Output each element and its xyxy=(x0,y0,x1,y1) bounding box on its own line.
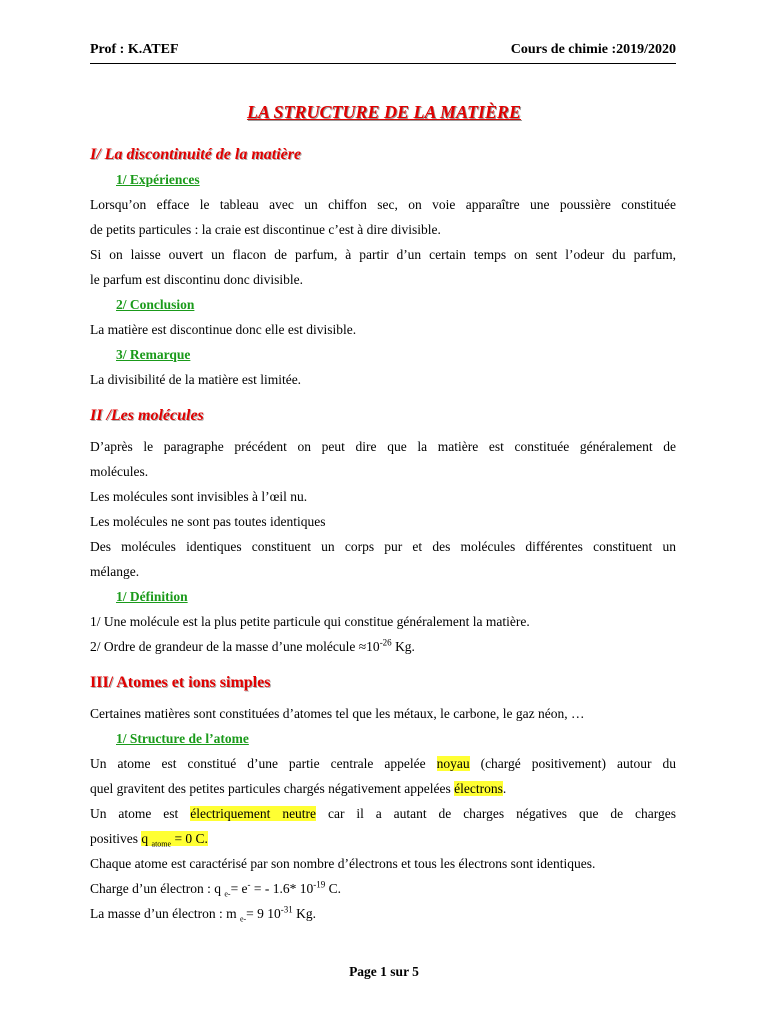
paragraph-line: molécules. xyxy=(90,464,149,479)
subsection-remarque: 3/ Remarque xyxy=(116,347,191,362)
paragraph-line: Certaines matières sont constituées d’atomes tel que les métaux, le carbone, le gaz néon, … xyxy=(90,706,585,721)
paragraph-line: Les molécules ne sont pas toutes identiques xyxy=(90,514,326,529)
section-3-heading: III/ Atomes et ions simples xyxy=(90,674,271,691)
paragraph-line: La divisibilité de la matière est limitée. xyxy=(90,372,302,387)
header-course: Cours de chimie :2019/2020 xyxy=(510,42,676,57)
header-prof: Prof : K.ATEF xyxy=(90,42,179,57)
paragraph-line: Des molécules identiques constituent un corps pur et des molécules différentes constituent un xyxy=(90,539,676,554)
highlight-noyau: noyau xyxy=(436,756,470,771)
page-title: LA STRUCTURE DE LA MATIÈRE xyxy=(246,102,522,122)
page-footer: Page 1 sur 5 xyxy=(349,964,419,979)
paragraph-line: La masse d’un électron : m $_{e-}$= 9 $10^{-31}$ Kg. xyxy=(90,904,317,924)
paragraph-line: La matière est discontinue donc elle est divisible. xyxy=(90,322,357,337)
subsection-conclusion: 2/ Conclusion xyxy=(116,297,195,312)
subsection-structure-atome: 1/ Structure de l’atome xyxy=(116,731,249,746)
section-1-heading: I/ La discontinuité de la matière xyxy=(90,146,302,163)
paragraph-line: Un atome est constitué d’une partie centrale appelée noyau (chargé positivement) autour du xyxy=(90,756,677,771)
paragraph-line: Charge d’un électron : q $_{e-}$= e- = - 1.6* $10^{-19}$ C. xyxy=(90,879,342,899)
highlight-q-atome: q $_{atome}$ = 0 C. xyxy=(141,831,208,849)
paragraph-line: 1/ Une molécule est la plus petite particule qui constitue généralement la matière. xyxy=(90,614,530,629)
document-body xyxy=(90,137,676,926)
paragraph-line: mélange. xyxy=(90,564,140,579)
subsection-experiences: 1/ Expériences xyxy=(116,172,200,187)
paragraph-line: 2/ Ordre de grandeur de la masse d’une molécule $\approx 10^{-26}$ Kg. xyxy=(90,637,415,654)
subsection-definition: 1/ Définition xyxy=(116,589,188,604)
page-header xyxy=(90,42,676,64)
paragraph-line: Chaque atome est caractérisé par son nombre d’électrons et tous les électrons sont identiques. xyxy=(90,856,596,871)
paragraph-line: Les molécules sont invisibles à l’œil nu. xyxy=(90,489,308,504)
paragraph-line: D’après le paragraphe précédent on peut dire que la matière est constituée généralement de xyxy=(90,439,676,454)
paragraph-line: Lorsqu’on efface le tableau avec un chiffon sec, on voie apparaître une poussière constituée xyxy=(90,197,676,212)
section-2-heading: II /Les molécules xyxy=(90,407,204,424)
paragraph-line: le parfum est discontinu donc divisible. xyxy=(90,272,303,287)
highlight-electrons: électrons xyxy=(454,781,503,796)
paragraph-line: Si on laisse ouvert un flacon de parfum, à partir d’un certain temps on sent l’odeur du parfum, xyxy=(90,247,676,262)
paragraph-line: positives q $_{atome}$ = 0 C. xyxy=(90,831,208,849)
paragraph-line: de petits particules : la craie est discontinue c’est à dire divisible. xyxy=(90,222,441,237)
paragraph-line: Un atome est électriquement neutre car il a autant de charges négatives que de charges xyxy=(90,806,676,821)
highlight-neutre: électriquement neutre xyxy=(190,806,317,821)
paragraph-line: quel gravitent des petites particules chargés négativement appelées électrons. xyxy=(90,781,507,796)
